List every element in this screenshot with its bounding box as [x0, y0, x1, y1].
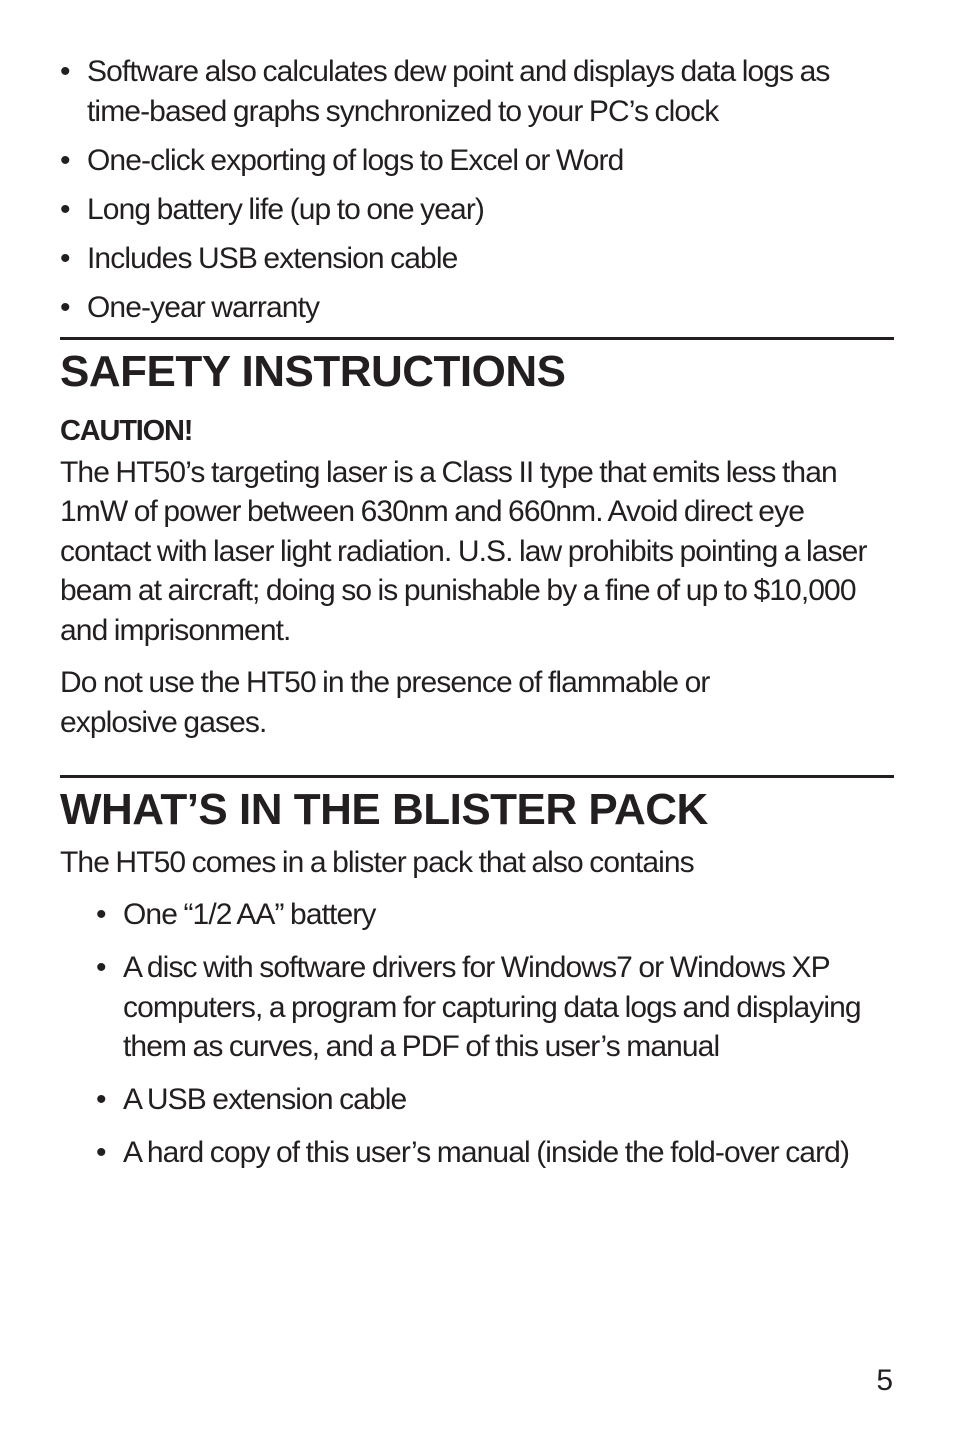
page-number: 5: [876, 1364, 893, 1397]
list-item: • Includes USB extension cable: [60, 239, 870, 279]
list-item: • A USB extension cable: [96, 1080, 866, 1120]
section-heading: WHAT’S IN THE BLISTER PACK: [60, 784, 708, 834]
safety-section: [60, 346, 896, 743]
list-item: • Software also calculates dew point and displays data logs as time-based graphs synchronized to your PC’s clock: [60, 52, 870, 131]
section-divider: [60, 337, 894, 340]
laser-warning-paragraph: The HT50’s targeting laser is a Class II type that emits less than 1mW of power between 630nm and 660nm. Avoid direct eye contact with laser light radiation. U.S. law prohibits pointing a laser beam at aircraft; doing so is punishable by a fine of up to $10,000 and imprisonment.: [60, 455, 867, 647]
manual-page: [60, 52, 896, 1182]
list-item: • A disc with software drivers for Windows7 or Windows XP computers, a program for capturing data logs and displaying them as curves, and a PDF of this user’s manual: [96, 948, 866, 1067]
list-item: • A hard copy of this user’s manual (inside the fold-over card): [96, 1133, 866, 1173]
list-item: • Long battery life (up to one year): [60, 190, 870, 230]
blister-intro: The HT50 comes in a blister pack that also contains: [60, 845, 694, 879]
list-item: • One-year warranty: [60, 288, 870, 328]
caution-label: CAUTION!: [60, 414, 193, 447]
gas-warning-paragraph: Do not use the HT50 in the presence of flammable or explosive gases.: [60, 666, 710, 740]
section-divider: [60, 775, 894, 778]
feature-list: [60, 52, 870, 327]
list-item: • One “1/2 AA” battery: [96, 895, 866, 935]
list-item: • One-click exporting of logs to Excel or Word: [60, 141, 870, 181]
blister-pack-section: [60, 784, 896, 1173]
contents-list: [60, 895, 866, 1173]
section-heading: SAFETY INSTRUCTIONS: [60, 346, 566, 396]
